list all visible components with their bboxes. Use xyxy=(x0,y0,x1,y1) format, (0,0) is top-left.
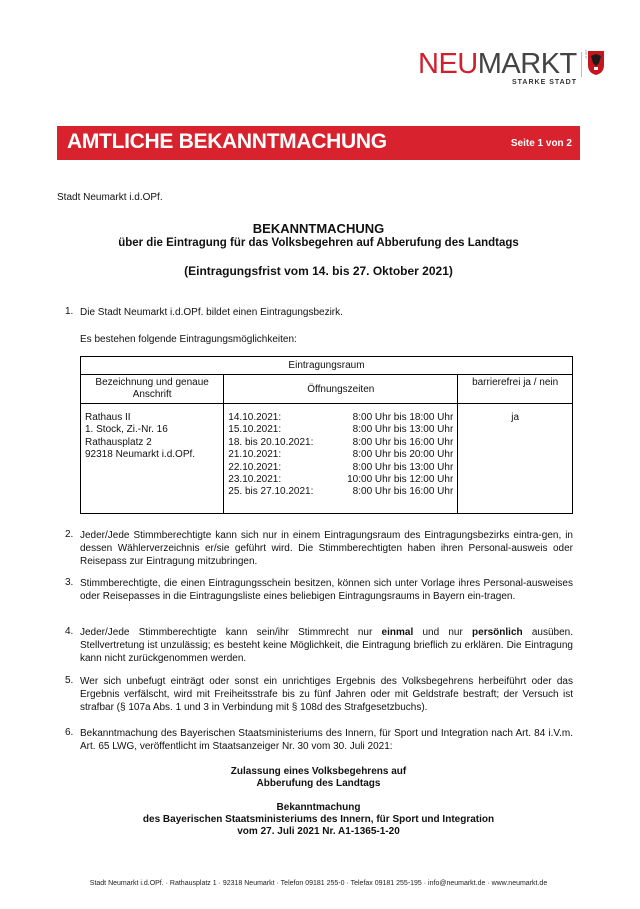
page-indicator: Seite 1 von 2 xyxy=(510,138,572,149)
logo-tiny-text: i.d.OPf. xyxy=(584,48,588,59)
item-text-part: Jeder/Jede Stimmberechtigte kann sein/ihr Stimmrecht nur xyxy=(80,627,382,638)
heading-title: BEKANNTMACHUNG xyxy=(252,221,385,236)
time-range: 10:00 Uhr bis 12:00 Uhr xyxy=(347,474,454,486)
item-number: 4. xyxy=(65,626,74,637)
item-number: 6. xyxy=(65,727,74,738)
item-text: Es bestehen folgende Eintragungsmöglichkeiten: xyxy=(80,334,297,345)
city-logo xyxy=(418,48,602,96)
time-range: 8:00 Uhr bis 13:00 Uhr xyxy=(352,461,454,473)
address-line: Rathaus II xyxy=(85,412,131,423)
logo-part-2: M xyxy=(477,48,502,80)
time-range: 8:00 Uhr bis 20:00 Uhr xyxy=(352,449,454,461)
quote-line: Zulassung eines Volksbegehrens auf xyxy=(230,766,407,777)
time-range: 8:00 Uhr bis 18:00 Uhr xyxy=(352,412,454,423)
time-date: 23.10.2021: xyxy=(228,474,282,486)
address-line: 92318 Neumarkt i.d.OPf. xyxy=(85,449,196,461)
quote-line: des Bayerischen Staatsministeriums des Innern, für Sport und Integration xyxy=(142,814,495,825)
address-cell xyxy=(81,404,224,514)
registration-table xyxy=(80,356,573,514)
accessible-cell: ja xyxy=(458,404,573,514)
time-range: 8:00 Uhr bis 13:00 Uhr xyxy=(352,424,454,436)
table-header: Bezeichnung und genaue Anschrift xyxy=(81,375,224,404)
time-date: 25. bis 27.10.2021: xyxy=(228,486,314,498)
sender: Stadt Neumarkt i.d.OPf. xyxy=(57,192,163,203)
item-text: Bekanntmachung des Bayerischen Staatsministeriums des Innern, für Sport und Integration nach Art. 84 i.V.m. Art. 65 LWG, veröffentlicht im Staatsanzeiger Nr. 30 vom 30. Juli 2021: xyxy=(80,728,573,752)
quote-line: vom 27. Juli 2021 Nr. A1-1365-1-20 xyxy=(237,826,400,837)
logo-subtitle: STARKE STADT xyxy=(512,79,578,86)
quote-line: Abberufung des Landtags xyxy=(256,778,381,789)
item-number: 2. xyxy=(65,529,74,540)
banner-title: AMTLICHE BEKANNTMACHUNG xyxy=(67,130,387,153)
times-cell xyxy=(224,404,458,514)
item-text xyxy=(80,626,573,665)
logo-part-3: ARKT xyxy=(501,48,577,80)
address-line: Rathausplatz 2 xyxy=(85,436,152,448)
coat-of-arms-icon xyxy=(588,51,604,75)
emphasis-text: persönlich xyxy=(472,627,523,638)
item-text-part: ausüben. Stellvertretung ist unzulässig; es besteht keine Möglichkeit, die Eintragung brieflich zu erklären. Die Eintragung kann nicht zurückgenommen werden. xyxy=(80,627,573,664)
logo-part-1: NEU xyxy=(418,48,478,80)
time-date: 22.10.2021: xyxy=(228,461,282,473)
footer: Stadt Neumarkt i.d.OPf. · Rathausplatz 1 · 92318 Neumarkt · Telefon 09181 255-0 · Telefax 09181 255-195 · info@neumarkt.de · www.neumarkt.de xyxy=(89,880,548,887)
item-text-part: und nur xyxy=(413,627,473,638)
time-range: 8:00 Uhr bis 16:00 Uhr xyxy=(352,436,454,448)
heading-subtitle: über die Eintragung für das Volksbegehren auf Abberufung des Landtags xyxy=(118,237,519,249)
time-date: 15.10.2021: xyxy=(228,424,282,436)
table-header: barrierefrei ja / nein xyxy=(458,375,573,404)
item-text: Stimmberechtigte, die einen Eintragungsschein besitzen, können sich unter Vorlage ihres Personal-ausweises oder Reisepasses in die Eintragungsliste eines beliebigen Eintragungsraums in Bayern ein-tragen. xyxy=(80,578,573,602)
time-date: 21.10.2021: xyxy=(228,449,282,461)
heading-period: (Eintragungsfrist vom 14. bis 27. Oktober 2021) xyxy=(184,264,453,278)
emphasis-text: einmal xyxy=(381,627,414,638)
time-date: 14.10.2021: xyxy=(228,412,282,423)
item-number: 1. xyxy=(65,306,74,317)
address-line: 1. Stock, Zi.-Nr. 16 xyxy=(85,424,168,436)
quote-line: Bekanntmachung xyxy=(276,802,361,813)
time-date: 18. bis 20.10.2021: xyxy=(228,436,314,448)
table-header: Öffnungszeiten xyxy=(224,375,458,404)
logo-divider xyxy=(581,52,582,77)
item-text: Jeder/Jede Stimmberechtigte kann sich nur in einem Eintragungsraum des Eintragungsbezirks eintra-gen, in dessen Wählerverzeichnis er/sie geführt wird. Die Stimmberechtigten haben ihren Personal-ausweis oder Reisepass zur Eintragung mitzubringen. xyxy=(80,530,573,567)
item-text: Wer sich unbefugt einträgt oder sonst ein unrichtiges Ergebnis des Volksbegehrens herbeiführt oder das Ergebnis verfälscht, wird mit Freiheitsstrafe bis zu fünf Jahren oder mit Geldstrafe bestraft; der Versuch ist strafbar (§ 107a Abs. 1 und 3 in Verbindung mit § 108d des Strafgesetzbuchs). xyxy=(80,676,573,713)
announcement-banner xyxy=(57,126,580,160)
item-number: 5. xyxy=(65,675,74,686)
item-number: 3. xyxy=(65,577,74,588)
item-text: Die Stadt Neumarkt i.d.OPf. bildet einen Eintragungsbezirk. xyxy=(80,307,343,318)
logo-wordmark xyxy=(418,48,577,80)
table-title: Eintragungsraum xyxy=(81,357,573,375)
time-range: 8:00 Uhr bis 16:00 Uhr xyxy=(352,486,454,498)
